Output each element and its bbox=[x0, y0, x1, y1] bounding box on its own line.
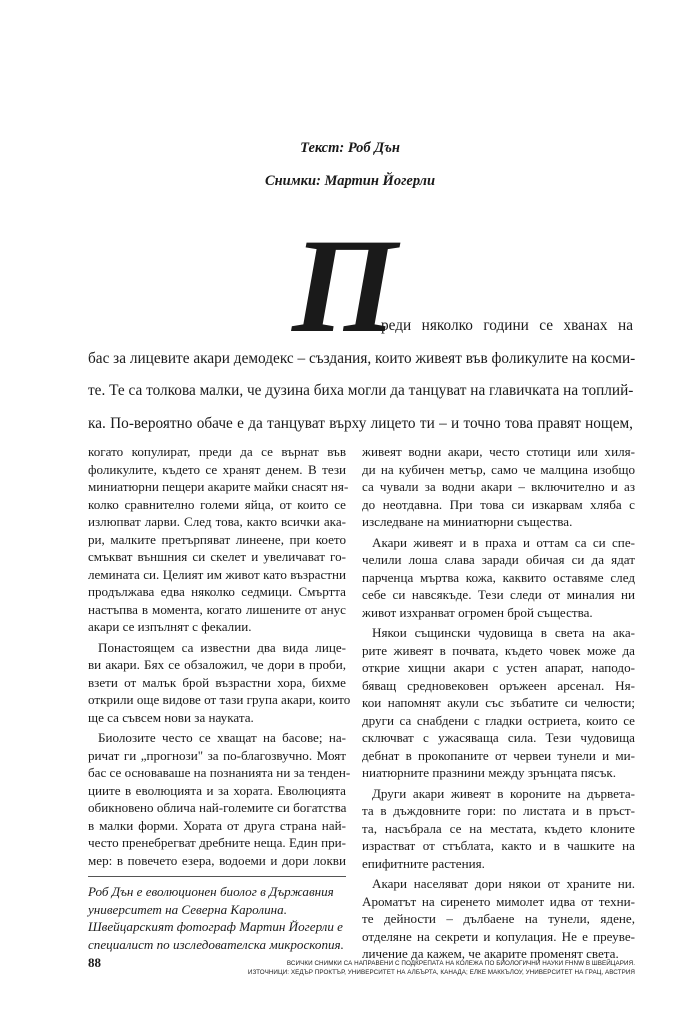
body-line: та, насъбрала се на местата, където клоните bbox=[362, 820, 635, 836]
body-line: излюпват ларви. След това, както всички ака- bbox=[88, 514, 346, 529]
body-line: лемината си. Целият им живот като възрастни bbox=[88, 566, 346, 582]
author-bio-line: Роб Дън е еволюционен биолог в Държавния bbox=[88, 884, 334, 899]
body-line: ричат ги „прогнози" за по-благозвучно. Моят bbox=[88, 747, 346, 763]
body-line: Понастоящем са известни два вида лице- bbox=[98, 639, 346, 655]
body-line: парченца мъртва кожа, каквито оставяме след bbox=[362, 569, 635, 585]
body-line: отделяне на секрети и копулация. Не е преуве- bbox=[362, 928, 635, 944]
body-line: живеят водни акари, често стотици или хиля- bbox=[362, 444, 635, 459]
body-line: личение да кажем, че акарите променят света. bbox=[362, 946, 619, 961]
body-line: продължава едва няколко седмици. Смъртта bbox=[88, 584, 346, 599]
lead-line: реди няколко години се хванах на bbox=[381, 317, 633, 334]
body-line: в малки форми. Хората от друга страна най- bbox=[88, 817, 346, 833]
body-line: смъкват външния си скелет и увеличават го- bbox=[88, 549, 346, 564]
body-line: ви акари. Бях се обзаложил, че дори в проби, bbox=[88, 657, 346, 672]
body-line: Акари живеят и в праха и оттам са си спе- bbox=[372, 534, 635, 550]
body-line: често пренебрегват дребните неща. Един при- bbox=[88, 835, 346, 850]
body-line: себе си навсякъде. Тези следи от миналия ни bbox=[362, 587, 635, 602]
body-line: изследване на миниатюрни същества. bbox=[362, 514, 573, 529]
body-line: ще са съвсем нови за науката. bbox=[88, 709, 254, 725]
body-line: те дейности – дълбаене на тунели, ядене, bbox=[362, 911, 635, 926]
body-line: други са снабдени с гладки остриета, които се bbox=[362, 712, 635, 728]
body-line: живот изхранват огромен брой същества. bbox=[362, 604, 593, 620]
bio-divider bbox=[88, 876, 346, 877]
body-line: обикновено облича най-големите си богатства bbox=[88, 800, 347, 815]
body-line: ниатюрните празнини между зрънцата пясък. bbox=[362, 765, 617, 780]
body-line: взети от малък брой възрастни хора, бихме bbox=[88, 674, 346, 690]
body-line: мер: в повечето езера, водоеми и дори локви bbox=[88, 852, 346, 868]
body-line: та в дъждовните гори: по листата и в пръст- bbox=[362, 803, 635, 818]
body-line: колко сравнително големи яйца, от които се bbox=[88, 496, 346, 512]
lead-line: ка. По-вероятно обаче е да танцуват върху лицето ти – и точно това правят нощем, bbox=[88, 415, 633, 432]
photo-source-credit: ИЗТОЧНИЦИ: ХЕДЪР ПРОКТЪР, УНИВЕРСИТЕТ НА АЛБЪРТА, КАНАДА; ЕЛКЕ МАККЪЛОУ, УНИВЕРСИТЕТ НА ГРАЦ, АВСТРИЯ bbox=[247, 969, 635, 976]
drop-cap: П bbox=[292, 212, 392, 361]
body-line: настъпва в момента, когато лишените от анус bbox=[88, 601, 346, 617]
body-line: Някои същински чудовища в света на ака- bbox=[372, 625, 635, 640]
body-line: епифитните растения. bbox=[362, 855, 485, 871]
lead-line: те. Те са толкова малки, че дузина биха могли да танцуват на главичката на топлий- bbox=[88, 382, 634, 399]
body-line: рите живеят в почвата, където човек може да bbox=[362, 642, 635, 658]
author-bio-line: специалист по изследователска микроскопия. bbox=[88, 936, 344, 952]
body-line: фоликулите, където се хранят денем. В тези bbox=[88, 461, 346, 477]
body-line: открили още видове от тази група акари, които bbox=[88, 692, 351, 707]
author-credit: Текст: Роб Дън bbox=[300, 140, 400, 156]
body-line: ри, малките претърпяват линеене, при което bbox=[88, 531, 346, 547]
body-line: ди на кубичен метър, само че малцина изобщо bbox=[362, 461, 635, 477]
body-line: открие хищни акари с устен апарат, наподо- bbox=[362, 660, 635, 675]
body-line: Други акари живеят в короните на дървета- bbox=[372, 785, 635, 801]
body-line: до неотдавна. При това си изкарвам хляба с bbox=[362, 496, 635, 512]
body-line: Биолозите често се хващат на басове; на- bbox=[98, 730, 346, 745]
author-bio-line: университет на Северна Каролина. bbox=[88, 901, 287, 917]
body-line: миниатюрни пещери акарите майки снасят ня- bbox=[88, 479, 349, 494]
lead-line: бас за лицевите акари демодекс – създания, които живеят във фоликулите на косми- bbox=[88, 350, 636, 367]
photo-credit: Снимки: Мартин Йогерли bbox=[264, 173, 436, 189]
body-line: акари се изпълнят с фекалии. bbox=[88, 619, 252, 634]
page-number: 88 bbox=[88, 955, 101, 970]
body-line: бяващ средновековен оръжеен арсенал. Ня- bbox=[362, 677, 635, 693]
body-line: бас се основаваше на познанията ни за тенден- bbox=[88, 765, 351, 780]
author-bio-line: Швейцарският фотограф Мартин Йогерли е bbox=[88, 919, 343, 934]
body-line: дебнат в прокопаните от червеи тунели и ми- bbox=[362, 747, 635, 763]
body-line: Ароматът на сиренето мимолет идва от техни- bbox=[362, 893, 635, 909]
body-line: израстват от стъблата, както и в чашките на bbox=[362, 838, 635, 853]
photo-source-credit: ВСИЧКИ СНИМКИ СА НАПРАВЕНИ С ПОДКРЕПАТА НА КОЛЕЖА ПО БИОЛОГИЧНИ НАУКИ FHNW В ШВЕЙЦАРИЯ. bbox=[286, 960, 635, 967]
body-line: когато копулират, преди да се върнат във bbox=[88, 444, 346, 459]
body-line: са чували за водни акари – включително и аз bbox=[362, 479, 635, 494]
body-line: кои напомнят акули със зъбатите си челюсти; bbox=[362, 695, 635, 710]
body-line: циите в еволюцията и за хората. Еволюцията bbox=[88, 782, 346, 798]
body-line: Акари населяват дори някои от храните ни. bbox=[372, 876, 635, 891]
body-line: челили лоша слава заради обичая си да ядат bbox=[362, 552, 635, 567]
body-line: сключват с ужасяваща сила. Тези чудовища bbox=[362, 730, 635, 745]
